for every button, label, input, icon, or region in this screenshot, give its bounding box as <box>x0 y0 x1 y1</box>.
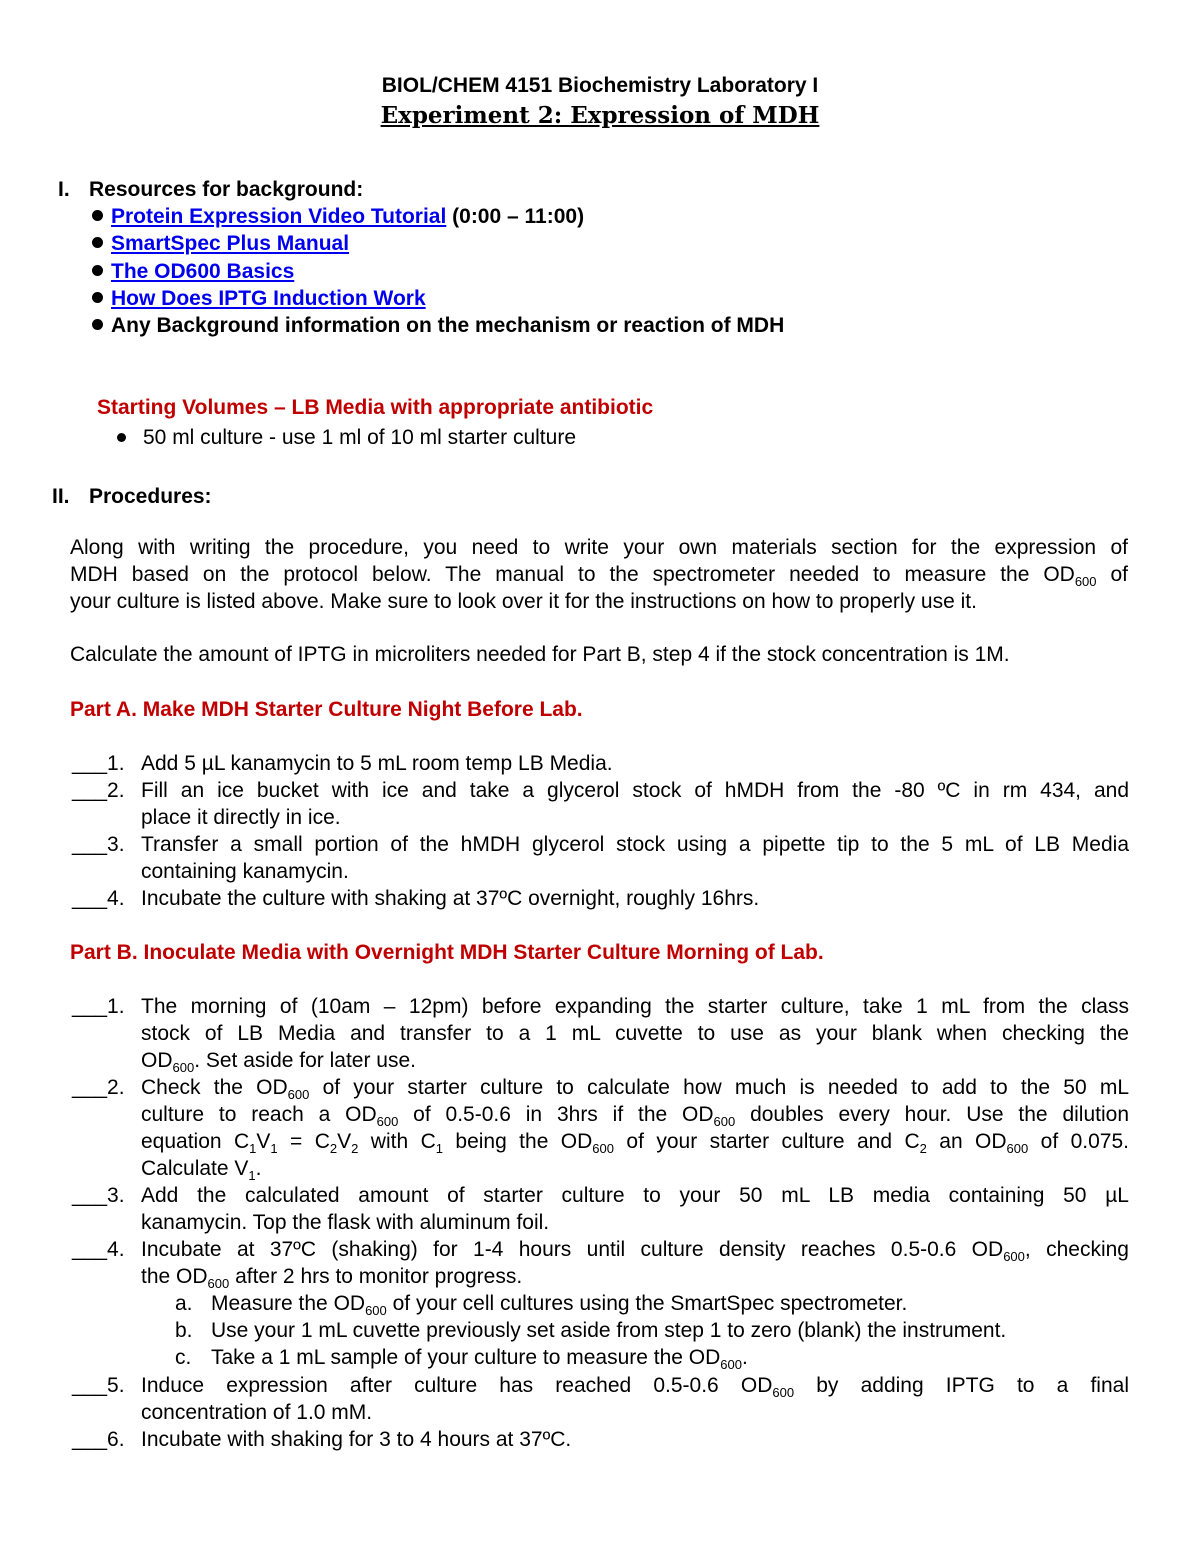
part-b-step-1-cont: $OD_{600}$. Set aside for later use. <box>141 1049 416 1076</box>
iptg-induction-link[interactable]: How Does IPTG Induction Work <box>111 287 426 310</box>
sub-step-letter: c. <box>175 1346 192 1369</box>
part-b-step-6: Incubate with shaking for 3 to 4 hours at 37ºC. <box>141 1428 572 1451</box>
part-b-step-2-cont: culture to reach a $OD_{600}$ of 0.5-0.6 in 3hrs if the $OD_{600}$ doubles every hour. Use the dilution <box>141 1103 1130 1130</box>
step-blank: ___3. <box>72 833 125 856</box>
step-blank: ___5. <box>72 1374 125 1397</box>
sub-step-letter: b. <box>175 1319 193 1342</box>
course-title: BIOL/CHEM 4151 Biochemistry Laboratory I <box>381 74 819 97</box>
smartspec-manual-link[interactable]: SmartSpec Plus Manual <box>111 232 350 255</box>
od600-basics-link[interactable]: The OD600 Basics <box>111 260 295 283</box>
starting-volumes-heading: Starting Volumes – LB Media with appropriate antibiotic <box>97 396 654 419</box>
intro-line: MDH based on the protocol below. The manual to the spectrometer needed to measure the $OD_{600}$ of <box>70 563 1128 590</box>
sub-step-b: Use your 1 mL cuvette previously set aside from step 1 to zero (blank) the instrument. <box>211 1319 1007 1342</box>
calc-instruction: Calculate the amount of IPTG in microliters needed for Part B, step 4 if the stock concentration is 1M. <box>70 643 1010 666</box>
part-a-step-2: Fill an ice bucket with ice and take a glycerol stock of hMDH from the -80 ºC in rm 434, and <box>141 779 1129 802</box>
intro-line: Along with writing the procedure, you need to write your own materials section for the expression of <box>70 536 1128 559</box>
step-blank: ___4. <box>72 1238 125 1261</box>
sub-step-a: Measure the $OD_{600}$ of your cell cultures using the SmartSpec spectrometer. <box>211 1292 908 1319</box>
sub-step-c: Take a 1 mL sample of your culture to measure the $OD_{600}$. <box>211 1346 748 1373</box>
part-b-step-3: Add the calculated amount of starter culture to your 50 mL LB media containing 50 µL <box>141 1184 1129 1207</box>
part-a-step-3: Transfer a small portion of the hMDH glycerol stock using a pipette tip to the 5 mL of LB Media <box>141 833 1129 856</box>
part-b-step-5-cont: concentration of 1.0 mM. <box>141 1401 373 1424</box>
resource-item <box>92 285 426 312</box>
section-numeral-2: II. <box>52 485 70 508</box>
sub-step-letter: a. <box>175 1292 193 1315</box>
resource-background-text: Any Background information on the mechanism or reaction of MDH <box>111 314 785 337</box>
resources-heading: Resources for background: <box>89 178 364 201</box>
part-a-step-2-cont: place it directly in ice. <box>141 806 341 829</box>
bullet-icon <box>92 319 103 330</box>
part-b-step-2: Check the $OD_{600}$ of your starter culture to calculate how much is needed to add to the 50 mL <box>141 1076 1130 1103</box>
part-b-step-4: Incubate at 37ºC (shaking) for 1-4 hours until culture density reaches 0.5-0.6 $OD_{600}$, checking <box>141 1238 1129 1265</box>
starting-volumes-text: 50 ml culture - use 1 ml of 10 ml starter culture <box>143 426 576 449</box>
part-b-step-2-cont: Calculate $V_1$. <box>141 1157 262 1184</box>
step-blank: ___1. <box>72 995 125 1018</box>
part-b-step-1-cont: stock of LB Media and transfer to a 1 mL cuvette to use as your blank when checking the <box>141 1022 1129 1045</box>
part-a-heading: Part A. Make MDH Starter Culture Night Before Lab. <box>70 698 583 721</box>
part-b-step-4-cont: the $OD_{600}$ after 2 hrs to monitor progress. <box>141 1265 523 1292</box>
part-a-step-3-cont: containing kanamycin. <box>141 860 349 883</box>
bullet-icon <box>92 292 103 303</box>
part-b-step-3-cont: kanamycin. Top the flask with aluminum foil. <box>141 1211 550 1234</box>
part-b-step-5: Induce expression after culture has reached 0.5-0.6 $OD_{600}$ by adding IPTG to a final <box>141 1374 1130 1401</box>
part-a-step-4: Incubate the culture with shaking at 37ºC overnight, roughly 16hrs. <box>141 887 760 910</box>
step-blank: ___2. <box>72 1076 125 1099</box>
experiment-title: Experiment 2: Expression of MDH <box>380 102 820 129</box>
step-blank: ___1. <box>72 752 125 775</box>
procedures-heading: Procedures: <box>89 485 212 508</box>
bullet-icon <box>92 265 103 276</box>
section-numeral-1: I. <box>58 178 70 201</box>
bullet-icon <box>92 210 103 221</box>
part-b-step-2-cont: equation $C_1V_1 = C_2V_2$ with $C_1$ being the $OD_{600}$ of your starter culture and $C_2$ an $OD_{600}$ of 0.075. <box>141 1130 1129 1157</box>
resource-item <box>92 258 294 285</box>
video-tutorial-link[interactable]: Protein Expression Video Tutorial <box>111 205 447 228</box>
resource-item <box>92 230 349 257</box>
video-time: (0:00 – 11:00) <box>452 205 585 228</box>
intro-line: your culture is listed above. Make sure to look over it for the instructions on how to properly use it. <box>70 590 977 613</box>
part-b-step-1: The morning of (10am – 12pm) before expanding the starter culture, take 1 mL from the class <box>141 995 1129 1018</box>
resource-item <box>92 203 584 230</box>
step-blank: ___2. <box>72 779 125 802</box>
starting-volumes-bullet <box>117 424 576 451</box>
step-blank: ___4. <box>72 887 125 910</box>
bullet-icon <box>92 237 103 248</box>
part-a-step-1: Add 5 µL kanamycin to 5 mL room temp LB Media. <box>141 752 613 775</box>
part-b-heading: Part B. Inoculate Media with Overnight MDH Starter Culture Morning of Lab. <box>70 941 824 964</box>
step-blank: ___6. <box>72 1428 125 1451</box>
bullet-icon <box>117 433 126 442</box>
resource-item <box>92 312 784 339</box>
step-blank: ___3. <box>72 1184 125 1207</box>
